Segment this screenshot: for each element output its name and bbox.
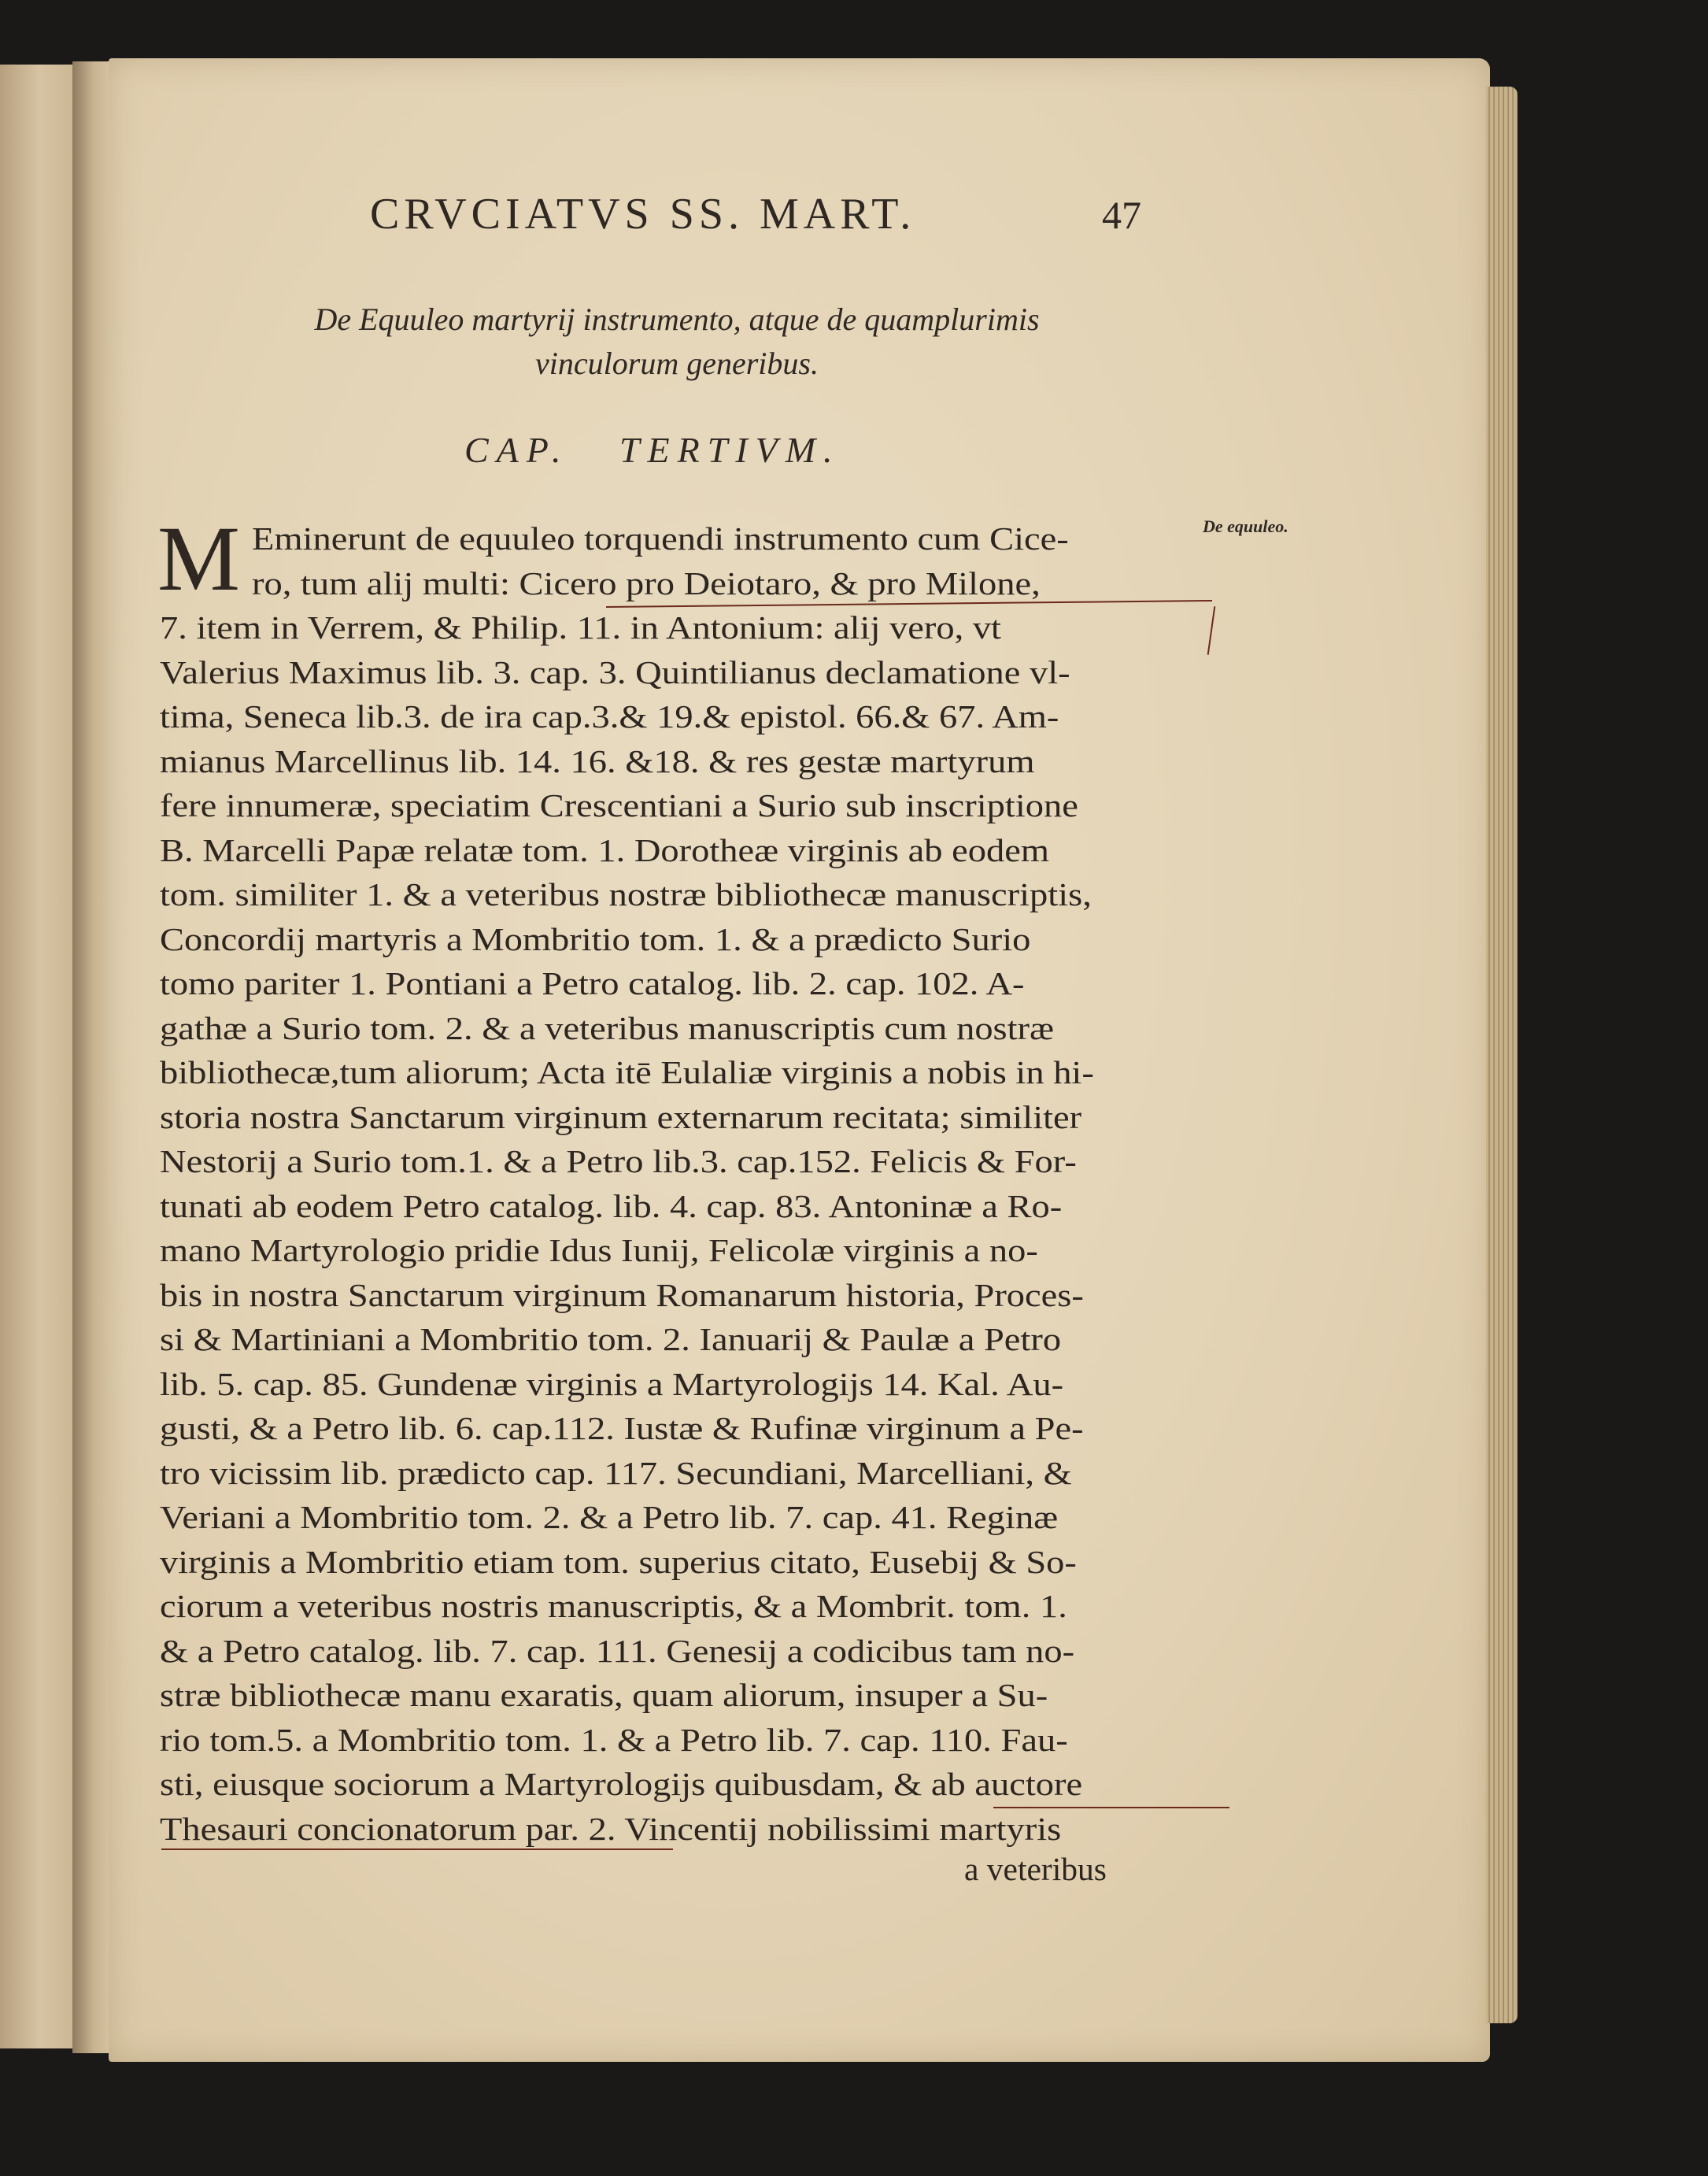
body-line: lib. 5. cap. 85. Gundenæ virginis a Martyrologijs 14. Kal. Au- — [160, 1366, 1064, 1402]
body-line: ro, tum alij multi: Cicero pro Deiotaro, & pro Milone, — [252, 565, 1041, 601]
subtitle-line-2: vinculorum generibus. — [535, 346, 819, 381]
body-line: gusti, & a Petro lib. 6. cap.112. Iustæ & Rufinæ virginum a Pe- — [160, 1410, 1084, 1446]
body-line: tro vicissim lib. prædicto cap. 117. Secundiani, Marcelliani, & — [160, 1455, 1072, 1491]
body-line: Eminerunt de equuleo torquendi instrumento cum Cice- — [252, 520, 1069, 557]
body-line: Nestorij a Surio tom.1. & a Petro lib.3. cap.152. Felicis & For- — [160, 1143, 1077, 1179]
body-line: si & Martiniani a Mombritio tom. 2. Ianuarij & Paulæ a Petro — [160, 1321, 1062, 1357]
body-line: tom. similiter 1. & a veteribus nostræ bibliothecæ manuscriptis, — [160, 876, 1092, 912]
page-number: 47 — [1102, 193, 1141, 237]
catchword: a veteribus — [964, 1851, 1107, 1887]
left-page-edge — [0, 65, 74, 2048]
body-line: mano Martyrologio pridie Idus Iunij, Felicolæ virginis a no- — [160, 1232, 1038, 1268]
body-line: Concordij martyris a Mombritio tom. 1. & a prædicto Surio — [160, 921, 1031, 957]
chapter-subtitle — [228, 298, 1126, 386]
body-line: bis in nostra Sanctarum virginum Romanarum historia, Proces- — [160, 1277, 1084, 1313]
body-line: B. Marcelli Papæ relatæ tom. 1. Dorotheæ virginis ab eodem — [160, 832, 1049, 868]
body-line: Veriani a Mombritio tom. 2. & a Petro lib. 7. cap. 41. Reginæ — [160, 1499, 1059, 1535]
running-head — [370, 189, 1141, 260]
subtitle-line-1: De Equuleo martyrij instrumento, atque de quamplurimis — [314, 302, 1040, 337]
ink-underline — [993, 1807, 1229, 1808]
body-line: tima, Seneca lib.3. de ira cap.3.& 19.& epistol. 66.& 67. Am- — [160, 698, 1059, 735]
drop-cap: M — [157, 507, 240, 610]
body-line: & a Petro catalog. lib. 7. cap. 111. Genesij a codicibus tam no- — [160, 1633, 1075, 1669]
body-line: ciorum a veteribus nostris manuscriptis, & a Mombrit. tom. 1. — [160, 1588, 1067, 1624]
page-fore-edge — [1486, 87, 1518, 2023]
body-line: Thesauri concionatorum par. 2. Vincentij nobilissimi martyris — [160, 1811, 1062, 1847]
body-line: mianus Marcellinus lib. 14. 16. &18. & res gestæ martyrum — [160, 743, 1035, 779]
running-title: CRVCIATVS SS. MART. — [370, 190, 916, 239]
body-line: sti, eiusque sociorum a Martyrologijs quibusdam, & ab auctore — [160, 1766, 1083, 1802]
body-line: fere innumeræ, speciatim Crescentiani a Surio sub inscriptione — [160, 787, 1078, 823]
body-line: tunati ab eodem Petro catalog. lib. 4. cap. 83. Antoninæ a Ro- — [160, 1188, 1063, 1224]
body-line: gathæ a Surio tom. 2. & a veteribus manuscriptis cum nostræ — [160, 1010, 1055, 1046]
body-line: rio tom.5. a Mombritio tom. 1. & a Petro lib. 7. cap. 110. Fau- — [160, 1722, 1068, 1758]
body-line: bibliothecæ,tum aliorum; Acta itē Eulaliæ virginis a nobis in hi- — [160, 1054, 1094, 1090]
margin-note: De equuleo. — [1203, 516, 1288, 536]
chapter-heading: CAP. TERTIVM. — [464, 430, 841, 470]
body-line: storia nostra Sanctarum virginum externarum recitata; similiter — [160, 1099, 1082, 1135]
body-line: virginis a Mombritio etiam tom. superius citato, Eusebij & So- — [160, 1544, 1077, 1580]
ink-underline — [161, 1848, 673, 1850]
body-line: Valerius Maximus lib. 3. cap. 3. Quintilianus declamatione vl- — [160, 654, 1070, 690]
body-line: tomo pariter 1. Pontiani a Petro catalog. lib. 2. cap. 102. A- — [160, 965, 1025, 1001]
body-line: stræ bibliothecæ manu exaratis, quam aliorum, insuper a Su- — [160, 1677, 1048, 1713]
body-line: 7. item in Verrem, & Philip. 11. in Antonium: alij vero, vt — [160, 609, 1001, 646]
